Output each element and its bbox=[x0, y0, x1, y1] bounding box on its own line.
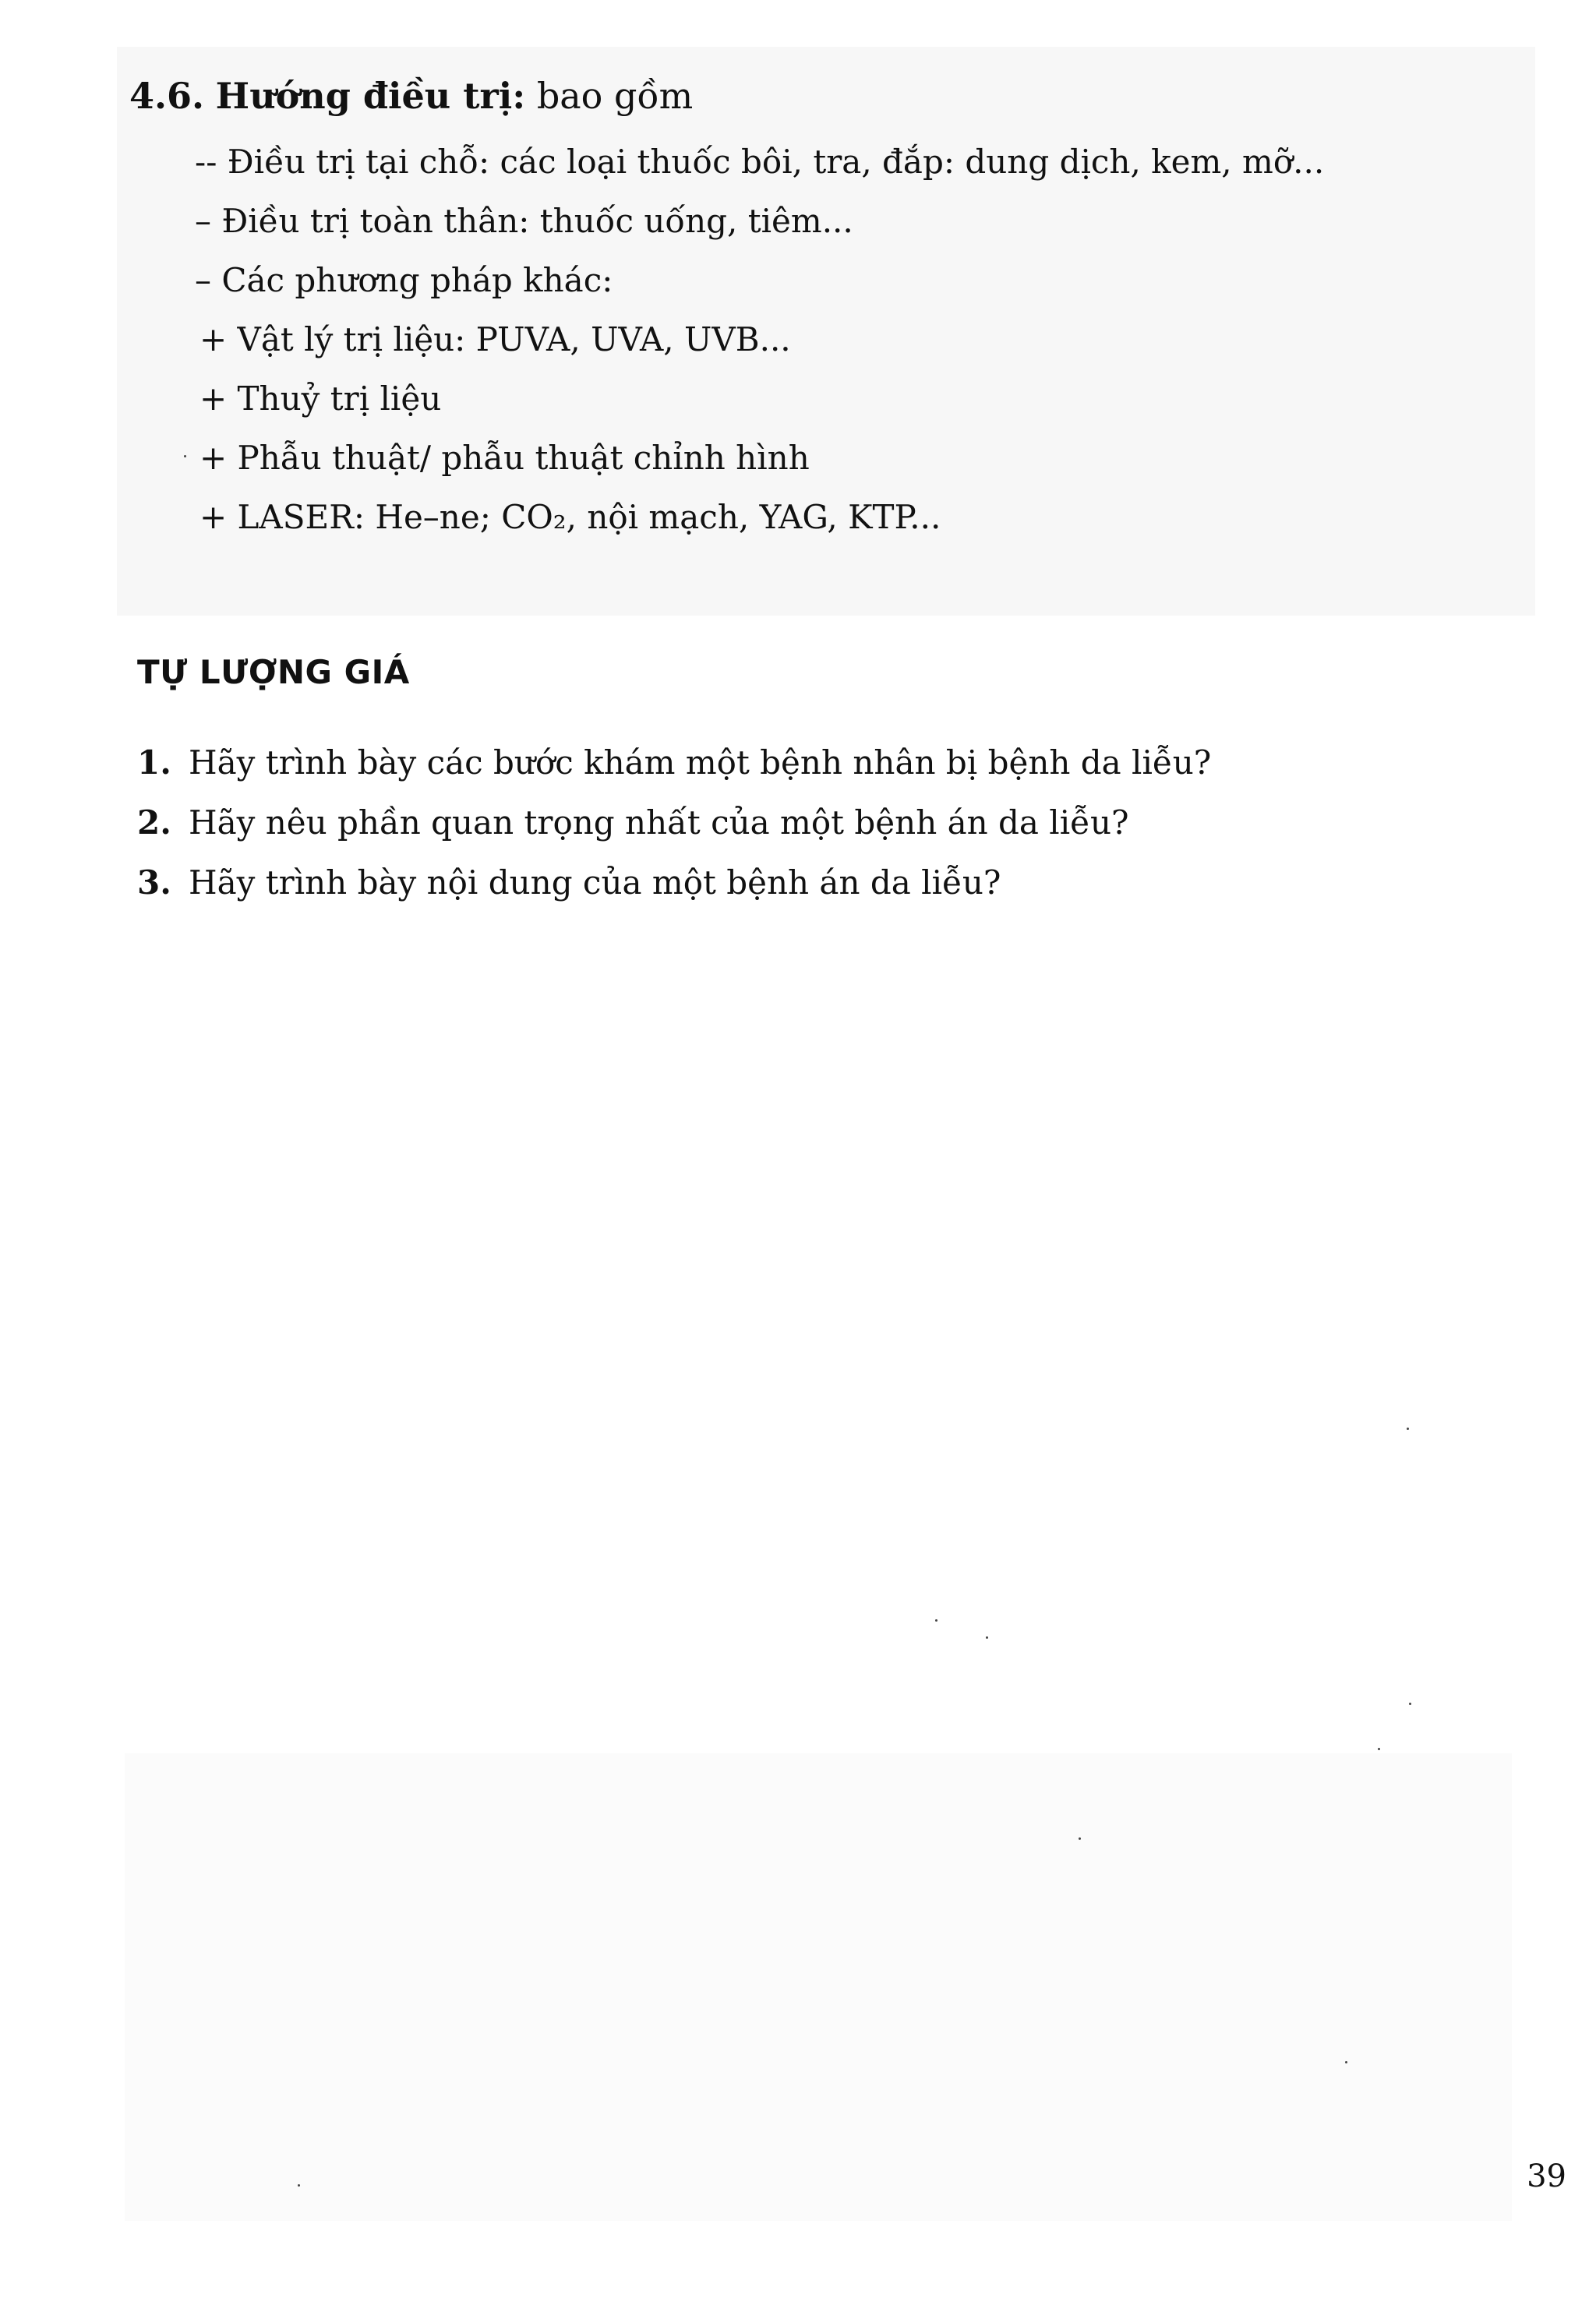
treatment-item-laser: + LASER: He–ne; CO₂, nội mạch, YAG, KTP... bbox=[200, 498, 941, 536]
question-text: Hãy trình bày nội dung của một bệnh án da liễu? bbox=[189, 863, 1001, 902]
page-number: 39 bbox=[1527, 2159, 1566, 2194]
scan-speck bbox=[1409, 1703, 1411, 1705]
section-number: 4.6. bbox=[129, 75, 205, 117]
treatment-item-physiotherapy: + Vật lý trị liệu: PUVA, UVA, UVB... bbox=[200, 320, 791, 358]
scan-background-lower bbox=[125, 1753, 1512, 2221]
scan-speck bbox=[986, 1636, 988, 1639]
scan-speck bbox=[1079, 1837, 1081, 1840]
treatment-item-local: -- Điều trị tại chỗ: các loại thuốc bôi, tra, đắp: dung dịch, kem, mỡ... bbox=[195, 143, 1325, 181]
question-item bbox=[137, 852, 1211, 912]
question-number: 2. bbox=[137, 803, 171, 842]
self-assessment-questions bbox=[137, 732, 1211, 912]
question-text: Hãy trình bày các bước khám một bệnh nhân bị bệnh da liễu? bbox=[189, 743, 1212, 782]
question-item bbox=[137, 792, 1211, 852]
scan-speck bbox=[184, 455, 186, 457]
question-number: 3. bbox=[137, 863, 171, 902]
section-title: Hướng điều trị: bbox=[215, 75, 526, 117]
section-heading bbox=[129, 72, 693, 120]
question-text: Hãy nêu phần quan trọng nhất của một bệnh án da liễu? bbox=[189, 803, 1129, 842]
treatment-item-other-methods: – Các phương pháp khác: bbox=[195, 261, 613, 299]
scan-speck bbox=[1345, 2061, 1347, 2063]
self-assessment-heading: TỰ LƯỢNG GIÁ bbox=[137, 653, 410, 691]
question-item bbox=[137, 732, 1211, 792]
question-number: 1. bbox=[137, 743, 171, 782]
treatment-item-hydrotherapy: + Thuỷ trị liệu bbox=[200, 379, 442, 418]
section-title-rest: bao gồm bbox=[536, 75, 694, 117]
scan-speck bbox=[1407, 1428, 1409, 1430]
scan-speck bbox=[935, 1619, 937, 1622]
scan-speck bbox=[298, 2184, 300, 2187]
treatment-list bbox=[195, 132, 1324, 547]
treatment-item-systemic: – Điều trị toàn thân: thuốc uống, tiêm... bbox=[195, 202, 853, 240]
scan-speck bbox=[1378, 1748, 1380, 1750]
treatment-item-surgery: + Phẫu thuật/ phẫu thuật chỉnh hình bbox=[200, 439, 810, 477]
